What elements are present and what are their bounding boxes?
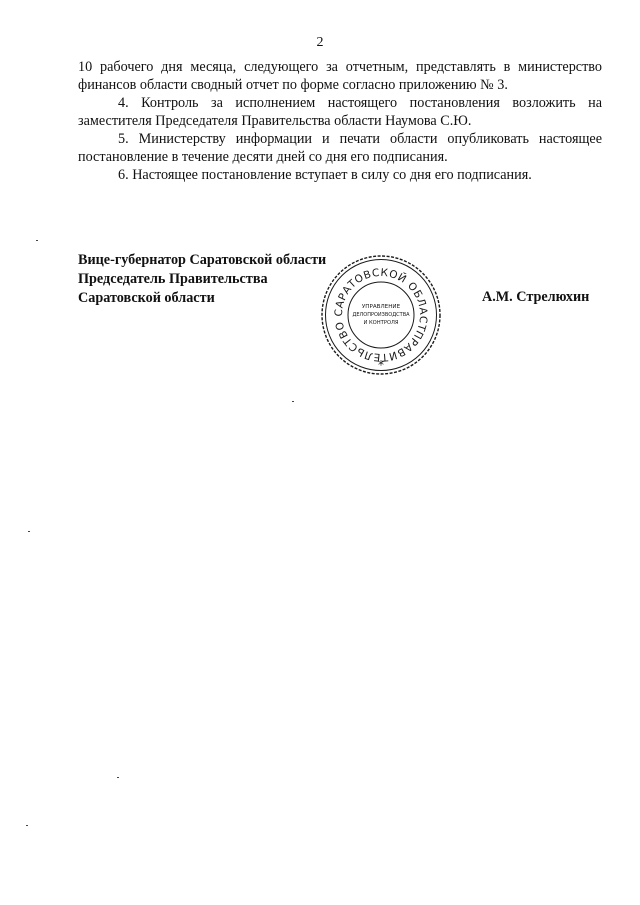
scan-speck <box>292 401 294 402</box>
scan-speck <box>26 825 28 826</box>
paragraph-continuation: 10 рабочего дня месяца, следующего за отчетным, представлять в министерство финансов области сводный отчет по форме согласно приложению № 3. <box>78 59 602 93</box>
stamp-outer-text: ПРАВИТЕЛЬСТВО САРАТОВСКОЙ ОБЛАСТИ <box>332 266 430 364</box>
scan-speck <box>28 531 30 532</box>
page-number: 2 <box>316 35 324 50</box>
signature-title-line-3: Саратовской области <box>78 290 215 306</box>
scan-speck <box>117 777 119 778</box>
stamp-inner-line-1: УПРАВЛЕНИЕ <box>361 304 401 310</box>
scan-speck <box>36 240 38 241</box>
official-stamp <box>316 250 446 380</box>
stamp-star-icon: * <box>378 358 384 372</box>
signer-name: А.М. Стрелюхин <box>482 289 590 305</box>
signature-block <box>78 251 326 308</box>
paragraph-4: 4. Контроль за исполнением настоящего постановления возложить на заместителя Председателя Правительства области Наумова С.Ю. <box>78 95 602 129</box>
document-body <box>78 58 602 184</box>
paragraph-6: 6. Настоящее постановление вступает в силу со дня его подписания. <box>118 167 532 183</box>
stamp-seal-graphic <box>316 250 446 380</box>
paragraph-5: 5. Министерству информации и печати области опубликовать настоящее постановление в течение десяти дней со дня его подписания. <box>78 131 602 165</box>
signature-title-line-1: Вице-губернатор Саратовской области <box>78 252 327 268</box>
stamp-inner-line-3: И КОНТРОЛЯ <box>363 320 399 326</box>
stamp-inner-line-2: ДЕЛОПРОИЗВОДСТВА <box>352 312 410 318</box>
signature-title-line-2: Председатель Правительства <box>78 271 268 287</box>
